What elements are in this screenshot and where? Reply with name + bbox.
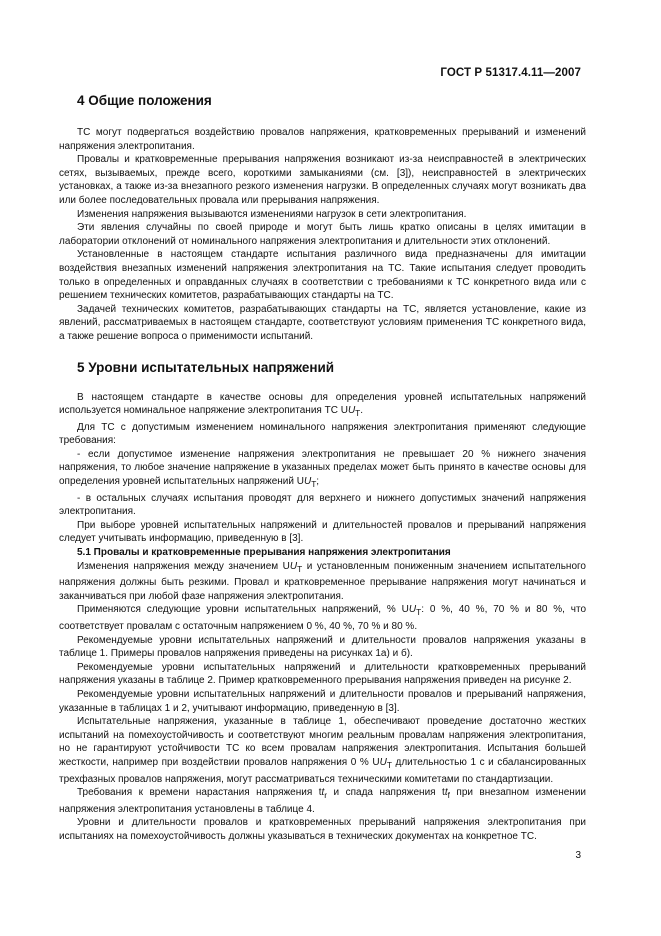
s51-paragraph-4: Рекомендуемые уровни испытательных напряжений и длительности кратковременных прерываний напряжения указаны в таблице 2. Пример кратковременного прерывания напряжения приведен на рисунке 2. xyxy=(59,661,586,687)
s5-p1-text: В настоящем стандарте в качестве основы для определения уровней испытательных напряжений используется номинальное напряжение электропитания ТС U xyxy=(59,391,586,417)
s5-list-item-2: - в остальных случаях испытания проводят для верхнего и нижнего допустимых значений напряжения электропитания. xyxy=(59,492,586,518)
t-subscript: T xyxy=(297,563,303,574)
s5-li1-text: - если допустимое изменение напряжения электропитания не превышает 20 % нижнего значения напряжения, то любое значение напряжение в указанных пределах может быть принято в качестве основы для определения уровней испытательных напряжений U xyxy=(59,448,586,488)
s51-p7-text-a: Требования к времени нарастания напряжения t xyxy=(77,787,322,799)
u-symbol: U xyxy=(303,476,312,488)
page-number: 3 xyxy=(575,850,581,861)
s51-p6-text-a: Испытательные напряжения, указанные в таблице 1, обеспечивают проведение достаточно жестких испытаний на помехоустойчивость и соответствуют многим реальным провалам напряжения электропитания, но не гарантируют устойчивости ТС ко всем провалам напряжения электропитания. Испытания большей жесткости, например при воздействии провалов напряжения 0 % U xyxy=(59,716,586,768)
s4-paragraph-2: Провалы и кратковременные прерывания напряжения возникают из-за неисправностей в электрических сетях, вызываемых, прежде всего, короткими замыканиями (см. [3]), неисправностей в электрических установках, а также из-за внезапного резкого изменения нагрузки. В определенных случаях могут возникать два или более последовательных провала или прерывания напряжения. xyxy=(59,154,586,206)
u-symbol: U xyxy=(408,604,417,616)
s51-paragraph-7 xyxy=(59,786,586,816)
s5-list-item-1 xyxy=(59,448,586,492)
s51-p1-text-a: Изменения напряжения между значением U xyxy=(77,560,290,572)
s51-paragraph-2 xyxy=(59,603,586,633)
t-subscript: T xyxy=(355,408,361,419)
s5-li1-end: ; xyxy=(316,476,320,488)
s4-paragraph-4: Эти явления случайны по своей природе и могут быть лишь кратко описаны в целях имитации в лаборатории отклонений от номинального напряжения электропитания и длительности этих отклонений. xyxy=(59,222,586,247)
s5-paragraph-3: При выборе уровней испытательных напряжений и длительностей провалов и прерываний напряжения следует учитывать информацию, приведенную в [3]. xyxy=(59,519,586,545)
s4-paragraph-6: Задачей технических комитетов, разрабатывающих стандарты на ТС, является установление, какие из явлений, рассматриваемых в настоящем стандарте, соответствуют условиям применения ТС конкретного вида, а также решение вопроса о применимости испытаний. xyxy=(59,303,586,342)
s51-p6-text-b: длительностью 1 с и сбалансированных трехфазных провалов напряжения, могут рассматриваться техническими комитетами по стандартизации. xyxy=(59,756,586,785)
t-subscript: T xyxy=(416,607,422,618)
s5-p1-end: . xyxy=(360,405,364,417)
s51-paragraph-3: Рекомендуемые уровни испытательных напряжений и длительности провалов напряжения указаны в таблице 1. Примеры провалов напряжения приведены на рисунках 1а) и б). xyxy=(59,634,586,660)
u-symbol: U xyxy=(289,560,298,572)
s4-paragraph-5: Установленные в настоящем стандарте испытания различного вида предназначены для имитации воздействия внезапных изменений напряжения электропитания на ТС. Такие испытания следует проводить только в определенных и оправданных случаях в соответствии с требованиями к ТС конкретного вида или с решением технических комитетов, разрабатывающих стандарты на ТС. xyxy=(59,249,586,302)
s51-paragraph-1 xyxy=(59,560,586,604)
page-content xyxy=(59,93,586,844)
t-symbol: t xyxy=(444,787,448,799)
s51-paragraph-5: Рекомендуемые уровни испытательных напряжений и длительности провалов и прерываний напряжения, указанные в таблицах 1 и 2, учитывают информацию, приведенную в [3]. xyxy=(59,688,586,714)
s4-paragraph-1: ТС могут подвергаться воздействию провалов напряжения, кратковременных прерываний и изменений напряжения электропитания. xyxy=(59,127,586,152)
s51-p7-text-b: и спада напряжения t xyxy=(327,787,445,799)
s51-p2-text-b: : 0 %, 40 %, 70 % и 80 %, что соответствует провалам с остаточным напряжением 0 %, 40 %, 70 % и 80 %. xyxy=(59,604,587,632)
document-code-header: ГОСТ Р 51317.4.11—2007 xyxy=(440,67,581,79)
s51-paragraph-8: Уровни и длительности провалов и кратковременных прерываний напряжения электропитания при испытаниях на помехоустойчивость должны указываться в технических документах на конкретное ТС. xyxy=(59,817,586,842)
s51-paragraph-6 xyxy=(59,715,586,786)
t-symbol: t xyxy=(321,787,325,799)
s51-p1-text-b: и установленным пониженным значением испытательного напряжения должны быть резкими. Провал и кратковременное прерывание напряжения могут начинаться и заканчиваться при любой фазе напряжения электропитания. xyxy=(59,560,586,602)
f-subscript: f xyxy=(447,790,450,801)
t-subscript: T xyxy=(311,479,317,490)
s5-paragraph-2: Для ТС с допустимым изменением номинального напряжения электропитания применяют следующие требования: xyxy=(59,421,586,447)
section-4-heading: 4 Общие положения xyxy=(77,93,212,108)
s5-paragraph-1 xyxy=(59,391,586,421)
s4-paragraph-3: Изменения напряжения вызываются изменениями нагрузок в сети электропитания. xyxy=(77,208,467,220)
section-5-heading: 5 Уровни испытательных напряжений xyxy=(77,359,335,375)
u-symbol: U xyxy=(379,756,387,768)
u-symbol: U xyxy=(347,405,356,417)
r-subscript: r xyxy=(324,790,328,801)
s51-p2-text-a: Применяются следующие уровни испытательных напряжений, % U xyxy=(77,604,409,616)
t-subscript: T xyxy=(386,759,392,770)
s51-p7-text-c: при внезапном изменении напряжения электропитания установлены в таблице 4. xyxy=(59,787,586,815)
subsection-5-1-heading: 5.1 Провалы и кратковременные прерывания напряжения электропитания xyxy=(77,547,451,559)
